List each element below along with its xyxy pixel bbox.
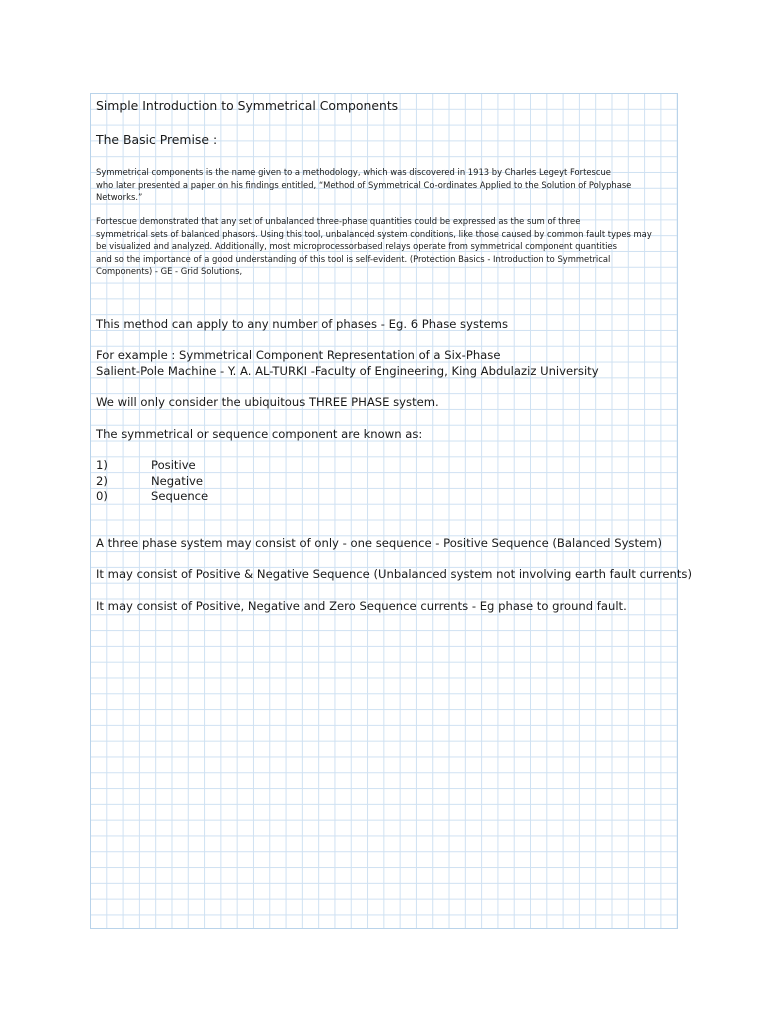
list-item-label: Negative	[151, 474, 204, 488]
example-citation: Salient-Pole Machine - Y. A. AL-TURKI -Faculty of Engineering, King Abdulaziz University	[96, 364, 599, 378]
consist-statement-balanced: A three phase system may consist of only - one sequence - Positive Sequence (Balanced System)	[96, 536, 662, 550]
document-title: Simple Introduction to Symmetrical Components	[96, 98, 399, 113]
consist-statement-unbalanced: It may consist of Positive & Negative Sequence (Unbalanced system not involving earth fault currents)	[96, 567, 692, 581]
paragraph-line: who later presented a paper on his findings entitled, “Method of Symmetrical Co-ordinates Applied to the Solution of Polyphase	[96, 179, 632, 190]
list-item-number: 2)	[96, 474, 108, 488]
three-phase-statement: We will only consider the ubiquitous THREE PHASE system.	[96, 395, 439, 409]
list-item-label: Sequence	[151, 489, 209, 503]
grid-paper-page	[90, 93, 692, 929]
paragraph-line: Networks.”	[96, 192, 143, 203]
section-heading: The Basic Premise :	[96, 132, 218, 147]
paragraph-line: Components) - GE - Grid Solutions,	[96, 266, 243, 277]
consist-statement-zero-sequence: It may consist of Positive, Negative and Zero Sequence currents - Eg phase to ground fault.	[96, 599, 627, 613]
example-line: For example : Symmetrical Component Representation of a Six-Phase	[96, 348, 501, 362]
paragraph-line: be visualized and analyzed. Additionally, most microprocessorbased relays operate from symmetrical component quantities	[96, 241, 617, 252]
method-statement: This method can apply to any number of phases - Eg. 6 Phase systems	[96, 317, 509, 331]
paragraph-line: and so the importance of a good understanding of this tool is self-evident. (Protection Basics - Introduction to Symmetrical	[96, 253, 611, 264]
paragraph-history	[96, 166, 631, 204]
list-item-label: Positive	[151, 458, 196, 472]
paragraph-line: Symmetrical components is the name given to a methodology, which was discovered in 1913 by Charles Legeyt Fortescue	[96, 167, 611, 177]
list-item-number: 0)	[96, 489, 108, 503]
paragraph-fortescue	[96, 215, 652, 278]
paragraph-line: symmetrical sets of balanced phasors. Using this tool, unbalanced system conditions, like those caused by common fault types may	[96, 228, 652, 239]
list-item-number: 1)	[96, 458, 108, 472]
paragraph-line: Fortescue demonstrated that any set of unbalanced three-phase quantities could be expressed as the sum of three	[96, 216, 581, 226]
known-as-statement: The symmetrical or sequence component are known as:	[96, 427, 423, 441]
